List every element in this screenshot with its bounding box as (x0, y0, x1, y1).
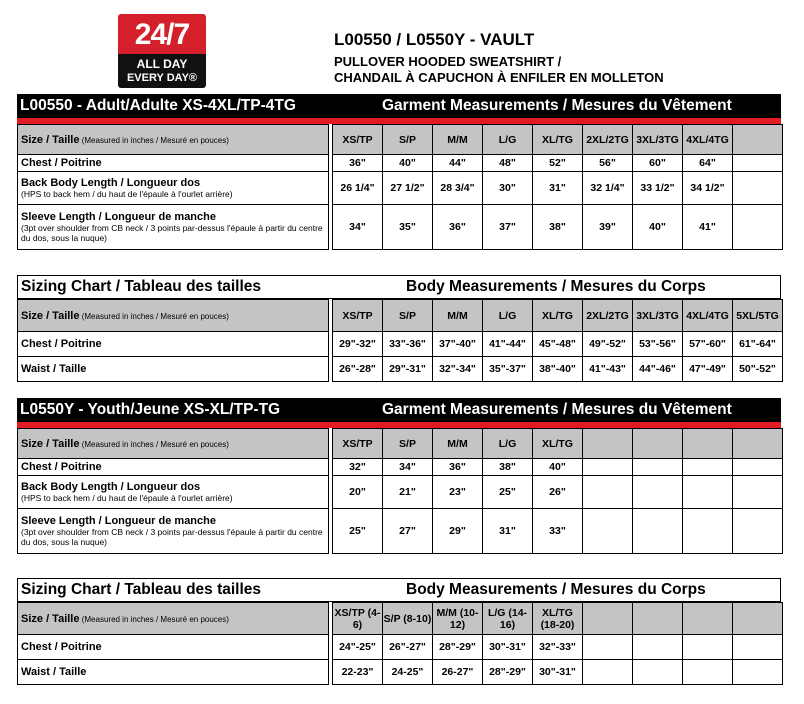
value-cell (683, 509, 733, 554)
size-note: (Measured in inches / Mesuré en pouces) (79, 311, 229, 321)
size-header-cell: M/M (433, 429, 483, 459)
row-label-cell (18, 357, 329, 382)
size-header-cell (583, 429, 633, 459)
row-label-cell (18, 509, 329, 554)
value-cell: 22-23" (333, 660, 383, 685)
value-cell (733, 459, 783, 476)
value-cell: 36" (433, 205, 483, 250)
value-cell: 40" (383, 155, 433, 172)
value-cell: 36" (433, 459, 483, 476)
size-header-cell: 2XL/2TG (583, 300, 633, 332)
size-header-cell: 2XL/2TG (583, 125, 633, 155)
size-label: Size / Taille (21, 612, 80, 625)
value-cell: 26" (533, 476, 583, 509)
row-label: Waist / Taille (21, 666, 87, 678)
value-cell: 29"-32" (333, 332, 383, 357)
table-header-row (18, 429, 783, 459)
value-cell (683, 459, 733, 476)
size-note: (Measured in inches / Mesuré en pouces) (79, 614, 229, 624)
value-cell: 35" (383, 205, 433, 250)
value-cell: 47"-49" (683, 357, 733, 382)
size-header-cell: XL/TG (18-20) (533, 603, 583, 635)
size-header-cell (683, 603, 733, 635)
value-cell: 24"-25" (333, 635, 383, 660)
value-cell: 34" (383, 459, 433, 476)
value-cell: 26 1/4" (333, 172, 383, 205)
size-header-cell: S/P (383, 300, 433, 332)
value-cell: 21" (383, 476, 433, 509)
size-header-cell: XL/TG (533, 300, 583, 332)
value-cell: 35"-37" (483, 357, 533, 382)
value-cell (683, 660, 733, 685)
row-label: Sleeve Length / Longueur de manche (21, 211, 216, 223)
size-header-cell: 4XL/4TG (683, 300, 733, 332)
row-label: Waist / Taille (21, 363, 87, 375)
size-header-cell (683, 429, 733, 459)
value-cell: 34 1/2" (683, 172, 733, 205)
value-cell: 28"-29" (483, 660, 533, 685)
value-cell: 28"-29" (433, 635, 483, 660)
row-note: (HPS to back hem / du haut de l'épaule à l'ourlet arrière) (21, 189, 233, 199)
value-cell: 44"-46" (633, 357, 683, 382)
size-label-cell (18, 603, 329, 635)
value-cell (733, 205, 783, 250)
size-header-cell: 3XL/3TG (633, 300, 683, 332)
value-cell: 53"-56" (633, 332, 683, 357)
size-header-cell: L/G (483, 429, 533, 459)
value-cell (683, 635, 733, 660)
size-header-cell: XS/TP (4-6) (333, 603, 383, 635)
value-cell: 34" (333, 205, 383, 250)
table-row (18, 459, 783, 476)
value-cell: 44" (433, 155, 483, 172)
value-cell: 39" (583, 205, 633, 250)
table-row (18, 332, 783, 357)
value-cell: 31" (483, 509, 533, 554)
table-header-row (18, 603, 783, 635)
size-header-cell: 3XL/3TG (633, 125, 683, 155)
size-header-cell: XL/TG (533, 125, 583, 155)
value-cell: 38" (483, 459, 533, 476)
size-header-cell: S/P (8-10) (383, 603, 433, 635)
table-header-row (18, 125, 783, 155)
value-cell (733, 660, 783, 685)
table-row (18, 172, 783, 205)
adult-garment-band (17, 94, 781, 118)
band-right: Garment Measurements / Mesures du Vêtement (382, 97, 732, 114)
size-header-cell (633, 603, 683, 635)
value-cell: 30"-31" (533, 660, 583, 685)
row-label-cell (18, 476, 329, 509)
value-cell: 40" (533, 459, 583, 476)
title-line3: CHANDAIL À CAPUCHON À ENFILER EN MOLLETON (334, 70, 664, 85)
brand-logo (118, 14, 206, 88)
value-cell: 50"-52" (733, 357, 783, 382)
size-label: Size / Taille (21, 309, 80, 322)
band-left: L0550Y - Youth/Jeune XS-XL/TP-TG (20, 401, 281, 418)
value-cell (633, 660, 683, 685)
size-header-cell: M/M (433, 300, 483, 332)
size-header-cell: XS/TP (333, 125, 383, 155)
size-header-cell (733, 603, 783, 635)
adult-sizing-header (17, 275, 781, 299)
row-label-cell (18, 635, 329, 660)
sizing-left: Sizing Chart / Tableau des tailles (21, 581, 262, 598)
size-label: Size / Taille (21, 437, 80, 450)
youth-sizing-section (17, 578, 781, 685)
size-header-cell: M/M (433, 125, 483, 155)
youth-sizing-table (17, 602, 783, 685)
value-cell: 60" (633, 155, 683, 172)
value-cell: 64" (683, 155, 733, 172)
value-cell: 38"-40" (533, 357, 583, 382)
row-note: (3pt over shoulder from CB neck / 3 points par-dessus l'épaule à partir du centre du dos, sous la nuque) (21, 527, 323, 547)
size-header-cell (733, 125, 783, 155)
title-line1: L00550 / L0550Y - VAULT (334, 30, 535, 49)
value-cell: 32 1/4" (583, 172, 633, 205)
row-label-cell (18, 155, 329, 172)
value-cell (733, 172, 783, 205)
row-label-cell (18, 172, 329, 205)
value-cell: 32"-34" (433, 357, 483, 382)
size-header-cell: XL/TG (533, 429, 583, 459)
row-note: (3pt over shoulder from CB neck / 3 points par-dessus l'épaule à partir du centre du dos, sous la nuque) (21, 223, 323, 243)
value-cell: 26"-27" (383, 635, 433, 660)
size-header-cell (633, 429, 683, 459)
table-row (18, 476, 783, 509)
value-cell (733, 155, 783, 172)
value-cell (733, 635, 783, 660)
youth-sizing-header (17, 578, 781, 602)
row-label: Chest / Poitrine (21, 157, 102, 169)
row-label-cell (18, 332, 329, 357)
value-cell: 27" (383, 509, 433, 554)
size-header-cell (733, 429, 783, 459)
table-row (18, 205, 783, 250)
table-row (18, 635, 783, 660)
value-cell (633, 509, 683, 554)
value-cell: 37"-40" (433, 332, 483, 357)
size-header-cell: L/G (483, 125, 533, 155)
value-cell: 33" (533, 509, 583, 554)
value-cell (583, 635, 633, 660)
value-cell: 29"-31" (383, 357, 433, 382)
adult-garment-table (17, 124, 783, 250)
size-header-cell: M/M (10-12) (433, 603, 483, 635)
size-note: (Measured in inches / Mesuré en pouces) (79, 439, 229, 449)
row-label: Chest / Poitrine (21, 461, 102, 473)
value-cell: 32" (333, 459, 383, 476)
youth-garment-section (17, 398, 781, 554)
value-cell: 20" (333, 476, 383, 509)
value-cell: 29" (433, 509, 483, 554)
value-cell: 61"-64" (733, 332, 783, 357)
value-cell: 33"-36" (383, 332, 433, 357)
document-title (334, 30, 664, 86)
sizing-right: Body Measurements / Mesures du Corps (406, 581, 706, 598)
value-cell: 38" (533, 205, 583, 250)
band-left: L00550 - Adult/Adulte XS-4XL/TP-4TG (20, 97, 296, 114)
youth-garment-table (17, 428, 783, 554)
adult-sizing-table (17, 299, 783, 382)
adult-garment-section (17, 94, 781, 250)
value-cell: 27 1/2" (383, 172, 433, 205)
size-header-cell: 4XL/4TG (683, 125, 733, 155)
table-row (18, 509, 783, 554)
row-label-cell (18, 660, 329, 685)
size-header-cell: XS/TP (333, 429, 383, 459)
row-label-cell (18, 205, 329, 250)
size-header-cell (583, 603, 633, 635)
table-row (18, 357, 783, 382)
value-cell: 45"-48" (533, 332, 583, 357)
value-cell: 26"-28" (333, 357, 383, 382)
size-label: Size / Taille (21, 133, 80, 146)
size-header-cell: L/G (14-16) (483, 603, 533, 635)
row-label: Back Body Length / Longueur dos (21, 481, 201, 493)
value-cell: 49"-52" (583, 332, 633, 357)
value-cell: 25" (333, 509, 383, 554)
value-cell: 36" (333, 155, 383, 172)
value-cell: 57"-60" (683, 332, 733, 357)
value-cell: 25" (483, 476, 533, 509)
band-right: Garment Measurements / Mesures du Vêtement (382, 401, 732, 418)
table-row (18, 155, 783, 172)
value-cell (733, 509, 783, 554)
sizing-left: Sizing Chart / Tableau des tailles (21, 278, 262, 295)
sizing-right: Body Measurements / Mesures du Corps (406, 278, 706, 295)
value-cell (633, 476, 683, 509)
size-header-cell: 5XL/5TG (733, 300, 783, 332)
logo-line2: EVERY DAY® (126, 72, 198, 84)
value-cell: 33 1/2" (633, 172, 683, 205)
size-header-cell: S/P (383, 429, 433, 459)
value-cell (583, 476, 633, 509)
size-label-cell (18, 125, 329, 155)
youth-garment-band (17, 398, 781, 422)
value-cell (683, 476, 733, 509)
row-label: Sleeve Length / Longueur de manche (21, 515, 216, 527)
table-row (18, 660, 783, 685)
value-cell: 40" (633, 205, 683, 250)
value-cell: 41" (683, 205, 733, 250)
value-cell: 32"-33" (533, 635, 583, 660)
value-cell: 26-27" (433, 660, 483, 685)
value-cell: 56" (583, 155, 633, 172)
size-label-cell (18, 429, 329, 459)
value-cell (733, 476, 783, 509)
logo-bottom (118, 54, 206, 88)
size-header-cell: XS/TP (333, 300, 383, 332)
table-header-row (18, 300, 783, 332)
value-cell: 24-25" (383, 660, 433, 685)
adult-sizing-section (17, 275, 781, 382)
value-cell: 30"-31" (483, 635, 533, 660)
row-label-cell (18, 459, 329, 476)
value-cell (583, 459, 633, 476)
logo-line1: ALL DAY (136, 57, 188, 71)
size-label-cell (18, 300, 329, 332)
size-header-cell: L/G (483, 300, 533, 332)
value-cell: 48" (483, 155, 533, 172)
value-cell: 28 3/4" (433, 172, 483, 205)
size-header-cell: S/P (383, 125, 433, 155)
value-cell (633, 459, 683, 476)
size-note: (Measured in inches / Mesuré en pouces) (79, 135, 229, 145)
row-label: Chest / Poitrine (21, 641, 102, 653)
value-cell: 23" (433, 476, 483, 509)
value-cell: 37" (483, 205, 533, 250)
value-cell: 31" (533, 172, 583, 205)
logo-top: 24/7 (118, 14, 206, 54)
title-line2: PULLOVER HOODED SWEATSHIRT / (334, 54, 562, 69)
value-cell: 41"-44" (483, 332, 533, 357)
value-cell (633, 635, 683, 660)
value-cell (583, 660, 633, 685)
row-label: Chest / Poitrine (21, 338, 102, 350)
row-label: Back Body Length / Longueur dos (21, 177, 201, 189)
row-note: (HPS to back hem / du haut de l'épaule à l'ourlet arrière) (21, 493, 233, 503)
value-cell: 41"-43" (583, 357, 633, 382)
value-cell (583, 509, 633, 554)
value-cell: 52" (533, 155, 583, 172)
value-cell: 30" (483, 172, 533, 205)
